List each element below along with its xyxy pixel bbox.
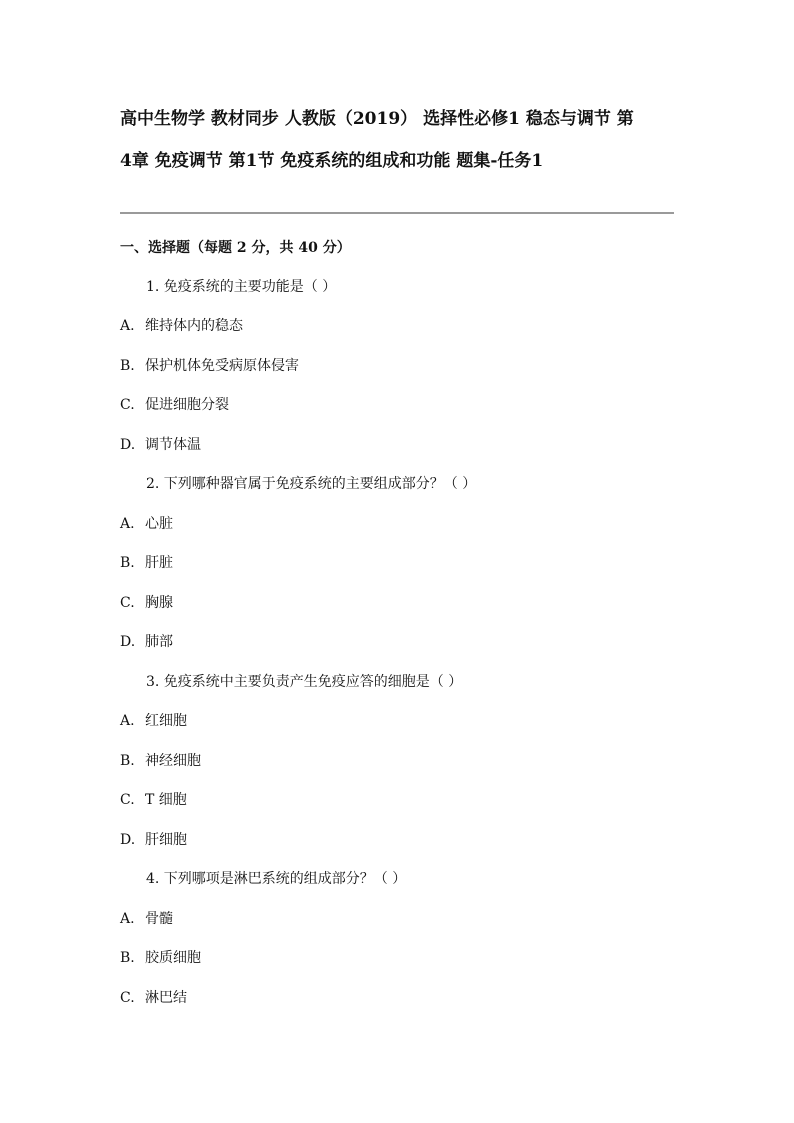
option-text: 胶质细胞 — [145, 950, 201, 966]
question-stem: 1. 免疫系统的主要功能是（ ） — [146, 279, 337, 295]
answer-option — [120, 435, 201, 455]
option-label: D. — [120, 634, 136, 650]
answer-option — [120, 356, 299, 376]
answer-option — [120, 909, 173, 929]
option-text: 维持体内的稳态 — [145, 318, 243, 334]
answer-option — [120, 316, 243, 336]
option-text: 肝脏 — [145, 555, 173, 571]
option-label: C. — [120, 792, 135, 808]
option-text: 骨髓 — [145, 911, 173, 927]
section-heading: 一、选择题（每题 2 分，共 40 分） — [120, 240, 351, 256]
option-label: B. — [120, 358, 135, 374]
answer-option — [120, 790, 187, 810]
answer-option — [120, 553, 173, 573]
answer-option — [120, 514, 173, 534]
option-text: 红细胞 — [145, 713, 187, 729]
option-text: 肝细胞 — [145, 832, 187, 848]
option-text: 保护机体免受病原体侵害 — [145, 358, 299, 374]
document-title-line-1: 高中生物学 教材同步 人教版（2019） 选择性必修1 稳态与调节 第 — [120, 109, 634, 129]
answer-option — [120, 632, 173, 652]
option-label: B. — [120, 555, 135, 571]
answer-option — [120, 593, 173, 613]
answer-option — [120, 751, 201, 771]
option-text: 心脏 — [145, 516, 173, 532]
option-label: A. — [120, 516, 135, 532]
title-divider — [120, 212, 674, 214]
option-text: 肺部 — [145, 634, 173, 650]
option-label: D. — [120, 437, 136, 453]
answer-option — [120, 948, 201, 968]
question-stem: 3. 免疫系统中主要负责产生免疫应答的细胞是（ ） — [146, 674, 463, 690]
option-label: B. — [120, 950, 135, 966]
option-label: C. — [120, 595, 135, 611]
option-text: T 细胞 — [145, 792, 187, 808]
option-label: A. — [120, 911, 135, 927]
option-text: 调节体温 — [145, 437, 201, 453]
document-title-line-2: 4章 免疫调节 第1节 免疫系统的组成和功能 题集-任务1 — [120, 151, 544, 171]
option-label: D. — [120, 832, 136, 848]
answer-option — [120, 711, 187, 731]
option-text: 淋巴结 — [145, 990, 187, 1006]
answer-option — [120, 395, 229, 415]
option-label: C. — [120, 397, 135, 413]
question-stem: 2. 下列哪种器官属于免疫系统的主要组成部分？（ ） — [146, 476, 477, 492]
option-text: 神经细胞 — [145, 753, 201, 769]
option-label: A. — [120, 318, 135, 334]
option-label: C. — [120, 990, 135, 1006]
answer-option — [120, 988, 187, 1008]
question-stem: 4. 下列哪项是淋巴系统的组成部分？（ ） — [146, 871, 407, 887]
option-text: 胸腺 — [145, 595, 173, 611]
answer-option — [120, 830, 187, 850]
option-label: A. — [120, 713, 135, 729]
option-text: 促进细胞分裂 — [145, 397, 229, 413]
option-label: B. — [120, 753, 135, 769]
